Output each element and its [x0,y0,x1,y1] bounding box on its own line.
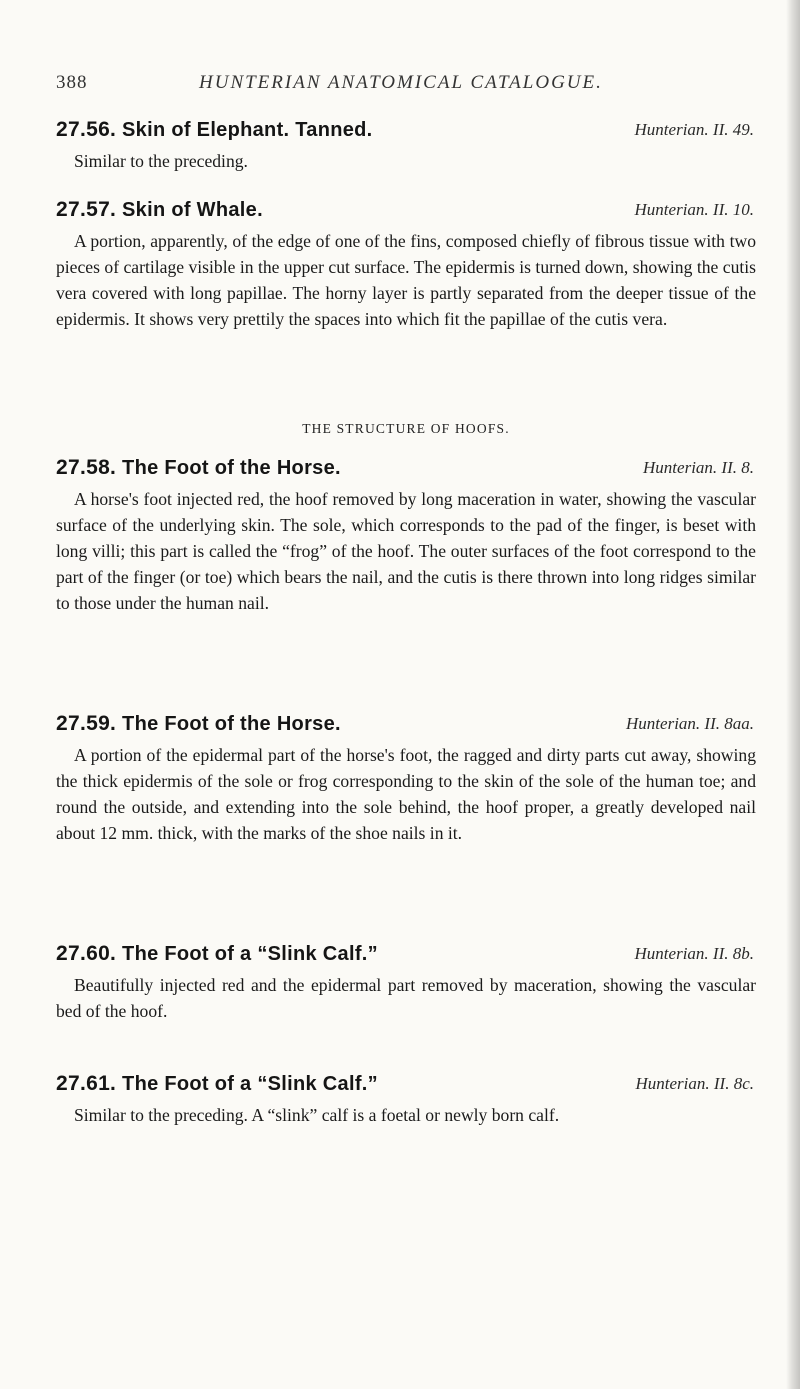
entry-reference: Hunterian. II. 49. [634,120,754,139]
entry-description [56,1102,756,1128]
entry-description-text: Similar to the preceding. [74,151,248,171]
entry-heading [56,456,756,486]
entry-number: 27.57. [56,198,117,221]
entry-title-text: The Foot of the Horse. [122,713,341,735]
entry-description [56,742,756,846]
page-edge-shadow [786,0,800,1389]
entry-title [56,198,263,222]
running-head [56,72,756,102]
entry-number: 27.56. [56,118,117,141]
section-heading: THE STRUCTURE OF HOOFS. [302,421,510,436]
entry-heading [56,942,756,972]
entry-heading [56,118,756,148]
entry-title [56,456,341,480]
entry-number: 27.61. [56,1072,117,1095]
entry-reference: Hunterian. II. 8aa. [626,714,754,733]
entry-title [56,942,378,966]
entry-title-text: The Foot of a “Slink Calf.” [122,1073,378,1095]
entry-title [56,118,373,142]
entry-number: 27.60. [56,942,117,965]
entry-description-text: Similar to the preceding. A “slink” calf is a foetal or newly born calf. [74,1105,560,1125]
entry-reference: Hunterian. II. 8. [643,458,754,477]
entry-description [56,972,756,1024]
entry-heading [56,712,756,742]
entry-title-text: The Foot of the Horse. [122,457,341,479]
entry-description [56,228,756,332]
catalogue-entry [56,942,756,1024]
entry-title [56,712,341,736]
entry-description-text: Beautifully injected red and the epidermal part removed by maceration, showing the vascular bed of the hoof. [56,975,756,1021]
entry-number: 27.59. [56,712,117,735]
entry-title [56,1072,378,1096]
entry-title-text: Skin of Elephant. Tanned. [122,119,373,141]
entry-description [56,486,756,616]
catalogue-entry [56,1072,756,1128]
catalogue-entry [56,118,756,174]
entry-description-text: A portion of the epidermal part of the horse's foot, the ragged and dirty parts cut away, showing the thick epidermis of the sole or frog corresponding to the skin of the sole of the human toe; and round the outside, and extending into the sole behind, the hoof proper, a greatly developed nail about 12 mm. thick, with the marks of the shoe nails in it. [56,745,756,843]
running-head-title: HUNTERIAN ANATOMICAL CATALOGUE. [199,72,603,93]
page-number: 388 [56,72,88,93]
entry-reference: Hunterian. II. 8c. [635,1074,754,1093]
page [56,72,756,1125]
entry-reference: Hunterian. II. 8b. [634,944,754,963]
entry-heading [56,198,756,228]
catalogue-entry [56,712,756,846]
catalogue-entry [56,198,756,332]
entry-description [56,148,756,174]
catalogue-entry [56,456,756,616]
entry-heading [56,1072,756,1102]
entry-number: 27.58. [56,456,117,479]
entry-reference: Hunterian. II. 10. [634,200,754,219]
entry-title-text: The Foot of a “Slink Calf.” [122,943,378,965]
entry-title-text: Skin of Whale. [122,199,263,221]
entry-description-text: A portion, apparently, of the edge of one of the fins, composed chiefly of fibrous tissue with two pieces of cartilage visible in the upper cut surface. The epidermis is turned down, showing the cutis vera covered with long papillae. The horny layer is partly separated from the deeper tissue of the epidermis. It shows very prettily the spaces into which fit the papillae of the cutis vera. [56,231,756,329]
entry-description-text: A horse's foot injected red, the hoof removed by long maceration in water, showing the vascular surface of the underlying skin. The sole, which corresponds to the pad of the finger, is beset with long villi; this part is called the “frog” of the hoof. The outer surfaces of the foot correspond to the part of the finger (or toe) which bears the nail, and the cutis is there thrown into long ridges similar to those under the human nail. [56,489,756,613]
